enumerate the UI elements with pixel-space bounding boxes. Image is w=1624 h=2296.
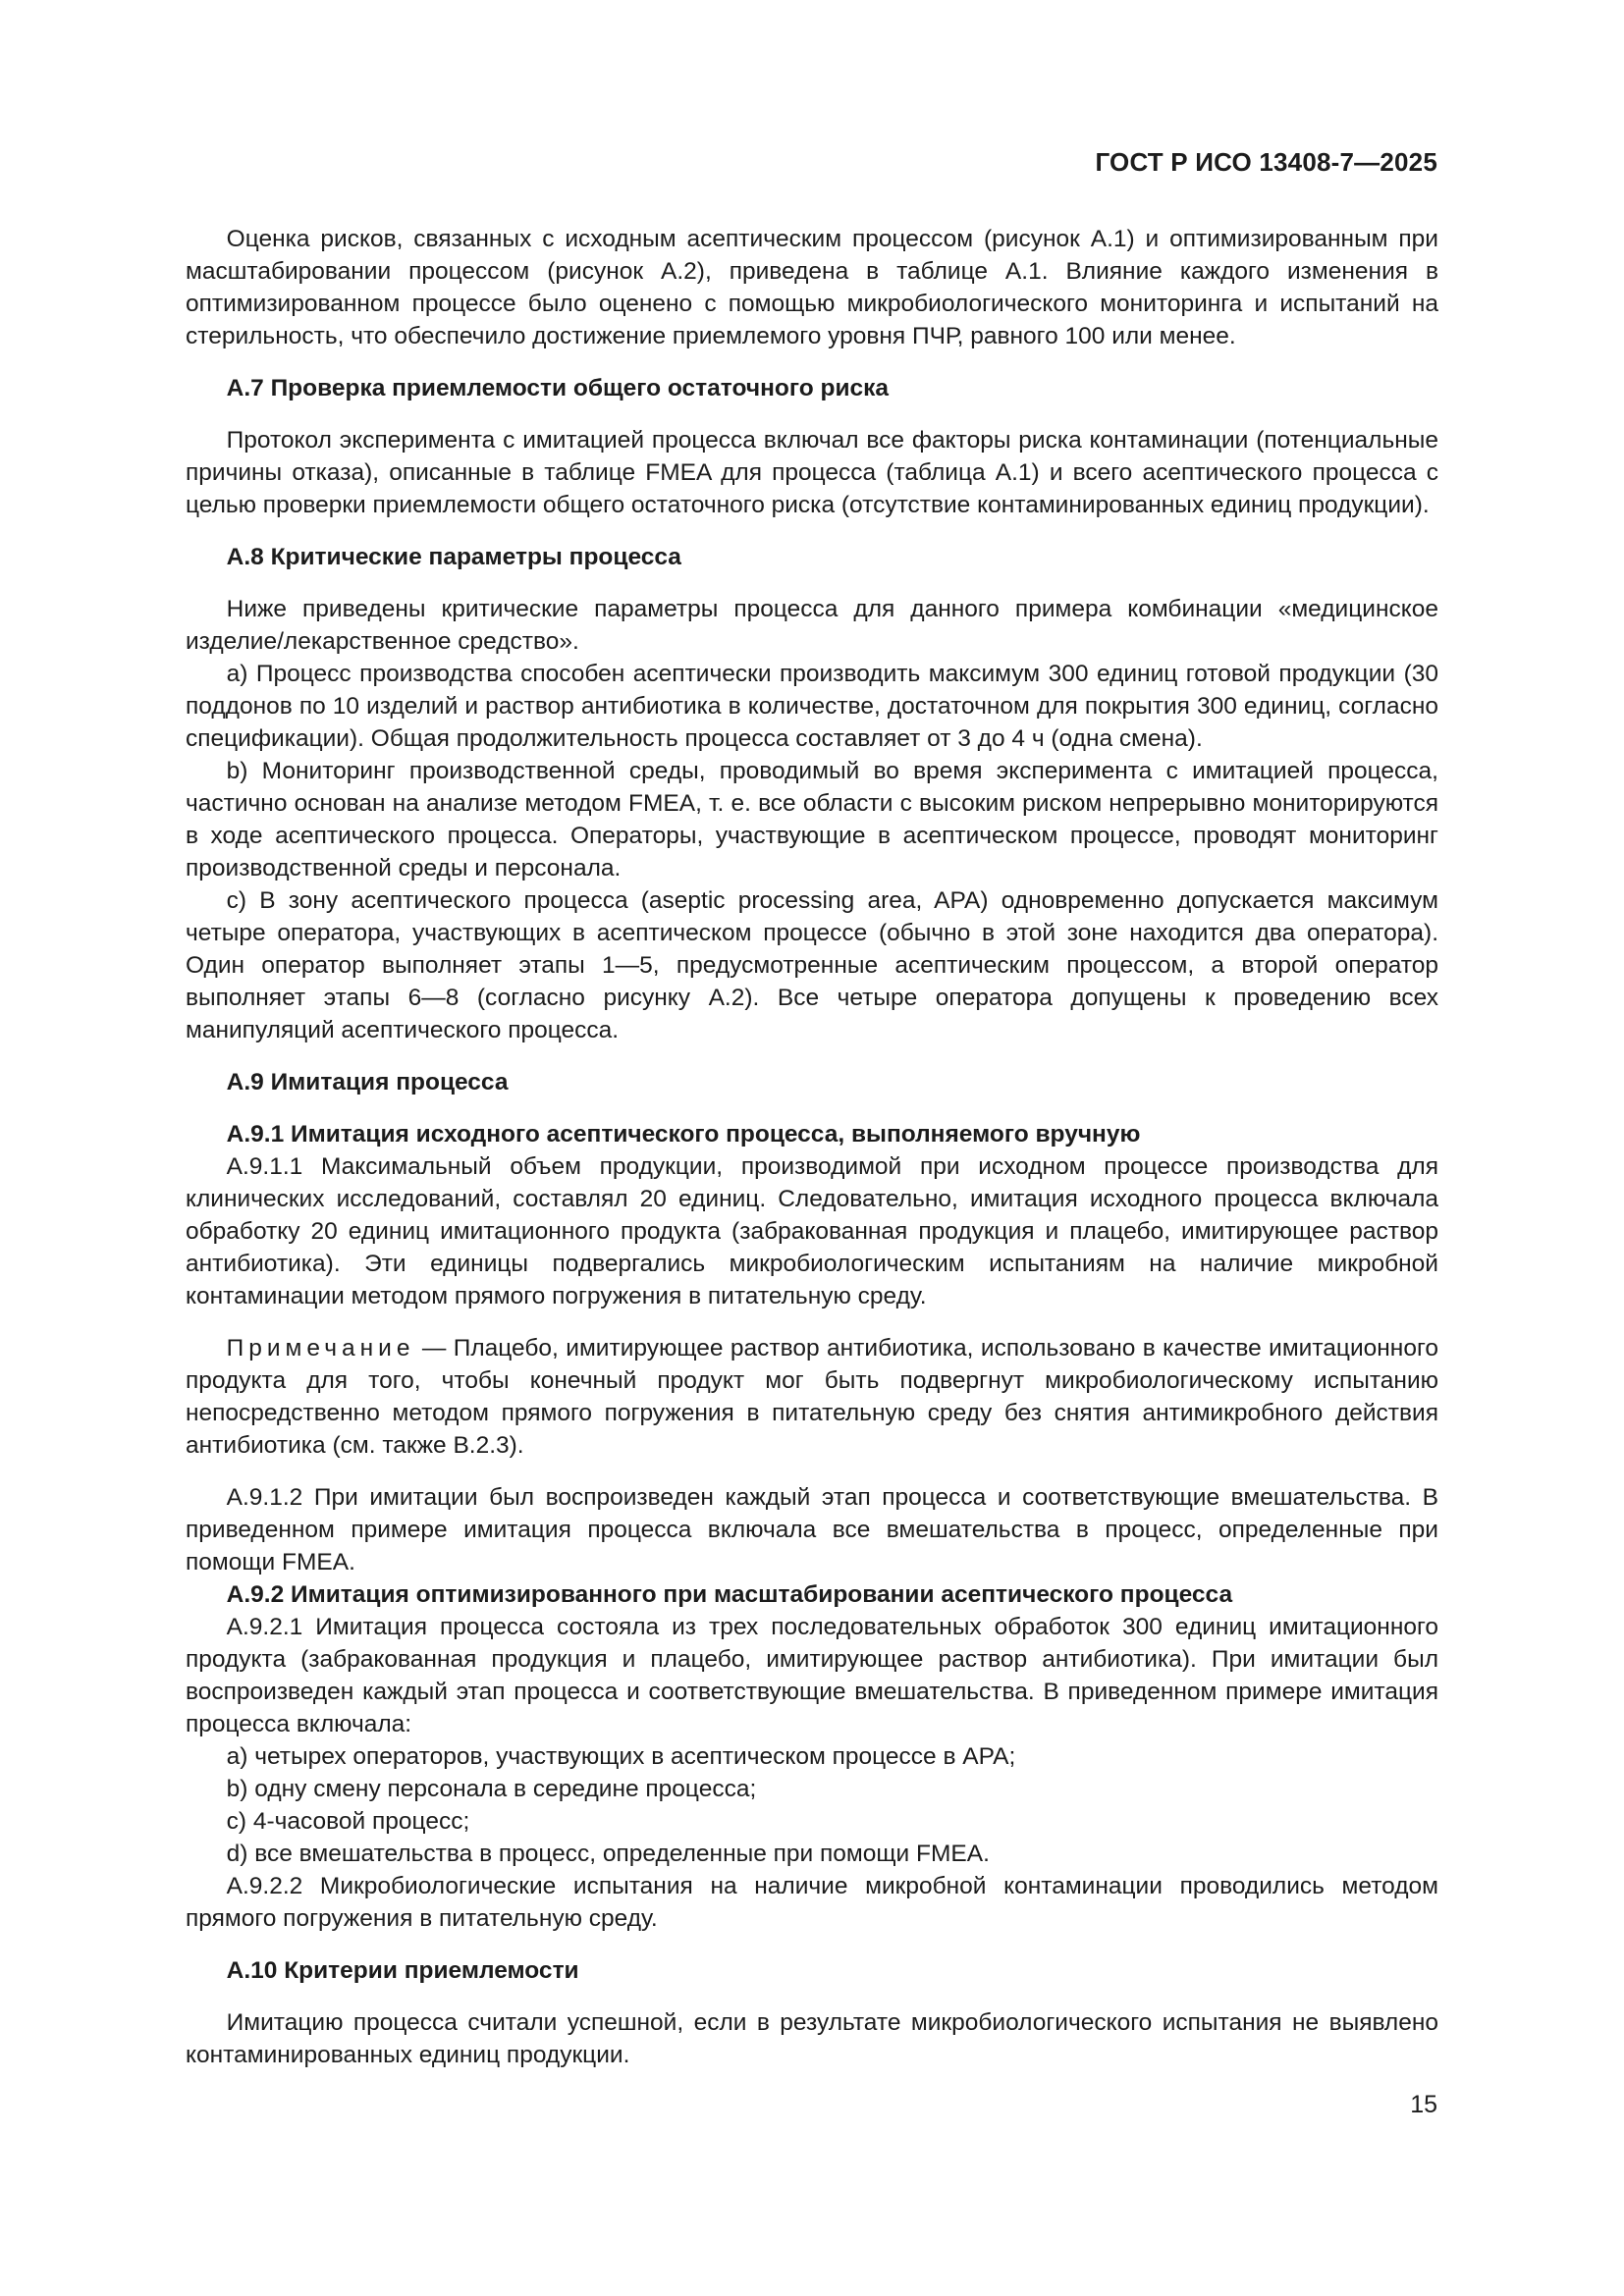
section-a921-text: А.9.2.1 Имитация процесса состояла из трех последовательных обработок 300 единиц имитационного продукта (забракованная продукция и плацебо, имитирующее раствор антибиотика). При имитации был воспроизведен каждый этап процесса и соответствующие вмешательства. В приведенном примере имитация процесса включала: [186,1614,1438,1737]
section-a9-heading: А.9 Имитация процесса [226,1069,509,1095]
section-a922-text: А.9.2.2 Микробиологические испытания на наличие микробной контаминации проводились методом прямого погружения в питательную среду. [186,1873,1438,1932]
section-a10-heading: А.10 Критерии приемлемости [226,1957,579,1984]
section-a911-text: А.9.1.1 Максимальный объем продукции, производимой при исходном процессе производства для клинических исследований, составлял 20 единиц. Следовательно, имитация исходного процесса включала обработку 20 единиц имитационного продукта (забракованная продукция и плацебо, имитирующее раствор антибиотика). Эти единицы подвергались микробиологическим испытаниям на наличие микробной контаминации методом прямого погружения в питательную среду. [186,1153,1438,1309]
section-a8-item-c: c) В зону асептического процесса (aseptic processing area, APA) одновременно допускается максимум четыре оператора, участвующих в асептическом процессе (обычно в этой зоне находится два оператора). Один оператор выполняет этапы 1—5, предусмотренные асептическим процессом, а второй оператор выполняет этапы 6—8 (согласно рисунку А.2). Все четыре оператора допущены к проведению всех манипуляций асептического процесса. [186,887,1438,1043]
section-a912-text: А.9.1.2 При имитации был воспроизведен каждый этап процесса и соответствующие вмешательства. В приведенном примере имитация процесса включала все вмешательства в процесс, определенные при помощи FMEA. [186,1484,1438,1575]
page-number: 15 [1410,2091,1437,2118]
section-a8-heading: А.8 Критические параметры процесса [226,544,681,570]
list-item: d) все вмешательства в процесс, определенные при помощи FMEA. [226,1841,990,1867]
list-item: b) одну смену персонала в середине процесса; [226,1776,757,1802]
list-item: c) 4-часовой процесс; [226,1808,470,1835]
section-a10-text: Имитацию процесса считали успешной, если в результате микробиологического испытания не выявлено контаминированных единиц продукции. [186,2009,1438,2068]
note-paragraph [186,1332,1438,1462]
section-a8-item-a: а) Процесс производства способен асептически производить максимум 300 единиц готовой продукции (30 поддонов по 10 изделий и раствор антибиотика в количестве, достаточном для покрытия 300 единиц, согласно спецификации). Общая продолжительность процесса составляет от 3 до 4 ч (одна смена). [186,661,1438,752]
intro-paragraph: Оценка рисков, связанных с исходным асептическим процессом (рисунок А.1) и оптимизированным при масштабировании процессом (рисунок А.2), приведена в таблице А.1. Влияние каждого изменения в оптимизированном процессе было оценено с помощью микробиологического мониторинга и испытаний на стерильность, что обеспечило достижение приемлемого уровня ПЧР, равного 100 или менее. [186,226,1438,349]
section-a92-heading: А.9.2 Имитация оптимизированного при масштабировании асептического процесса [226,1581,1233,1608]
document-body [186,223,1438,2071]
section-a8-item-b: b) Мониторинг производственной среды, проводимый во время эксперимента с имитацией процесса, частично основан на анализе методом FMEA, т. е. все области с высоким риском непрерывно мониторируются в ходе асептического процесса. Операторы, участвующие в асептическом процессе, проводят мониторинг производственной среды и персонала. [186,758,1438,881]
document-code-header: ГОСТ Р ИСО 13408-7—2025 [1095,147,1437,177]
list-item: а) четырех операторов, участвующих в асептическом процессе в APA; [226,1743,1016,1770]
section-a91-heading: А.9.1 Имитация исходного асептического процесса, выполняемого вручную [226,1121,1141,1148]
section-a7-heading: А.7 Проверка приемлемости общего остаточного риска [226,375,890,401]
note-text: — Плацебо, имитирующее раствор антибиотика, использовано в качестве имитационного продукта для того, чтобы конечный продукт мог быть подвергнут микробиологическому испытанию непосредственно методом прямого погружения в питательную среду без снятия антимикробного действия антибиотика (см. также В.2.3). [186,1335,1438,1459]
section-a8-intro: Ниже приведены критические параметры процесса для данного примера комбинации «медицинское изделие/лекарственное средство». [186,596,1438,655]
note-label: Примечание [226,1335,415,1362]
section-a7-text: Протокол эксперимента с имитацией процесса включал все факторы риска контаминации (потенциальные причины отказа), описанные в таблице FMEA для процесса (таблица А.1) и всего асептического процесса с целью проверки приемлемости общего остаточного риска (отсутствие контаминированных единиц продукции). [186,427,1438,518]
